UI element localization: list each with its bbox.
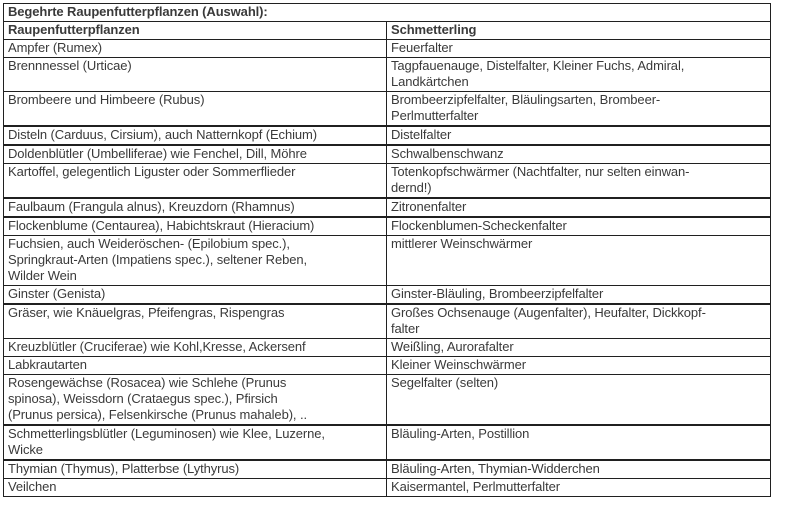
plant-cell (4, 286, 387, 305)
butterfly-text: Distelfalter (391, 127, 452, 142)
butterfly-text: Tagpfauenauge, Distelfalter, Kleiner Fuchs, Admiral, Landkärtchen (391, 58, 685, 89)
plant-cell (4, 58, 387, 92)
butterfly-text: Schwalbenschwanz (391, 146, 504, 161)
butterfly-text: mittlerer Weinschwärmer (391, 236, 533, 251)
butterfly-text: Weißling, Aurorafalter (391, 339, 514, 354)
header-row (4, 22, 771, 40)
header-plants: Raupenfutterpflanzen (4, 22, 387, 40)
plant-text: Brennnessel (Urticae) (8, 58, 132, 73)
plant-butterfly-table (3, 3, 771, 497)
butterfly-text: Brombeerzipfelfalter, Bläulingsarten, Brombeer- Perlmutterfalter (391, 92, 661, 123)
plant-text: Rosengewächse (Rosacea) wie Schlehe (Prunus spinosa), Weissdorn (Crataegus spec.), Pfirsich (Prunus persica), Felsenkirsche (Prunus mahaleb), .. (8, 375, 307, 422)
table-row (4, 304, 771, 339)
plant-text: Kartoffel, gelegentlich Liguster oder Sommerflieder (8, 164, 296, 179)
plant-text: Ampfer (Rumex) (8, 40, 102, 55)
butterfly-cell (387, 460, 771, 479)
plant-text: Labkrautarten (8, 357, 87, 372)
butterfly-text: Segelfalter (selten) (391, 375, 499, 390)
plant-cell (4, 479, 387, 497)
plant-cell (4, 40, 387, 58)
table-row (4, 479, 771, 497)
plant-text: Gräser, wie Knäuelgras, Pfeifengras, Rispengras (8, 305, 285, 320)
plant-text: Faulbaum (Frangula alnus), Kreuzdorn (Rhamnus) (8, 199, 295, 214)
plant-cell (4, 164, 387, 199)
table-row (4, 126, 771, 145)
plant-cell (4, 145, 387, 164)
butterfly-cell (387, 198, 771, 217)
caption-row (4, 4, 771, 22)
plant-text: Fuchsien, auch Weideröschen- (Epilobium spec.), Springkraut-Arten (Impatiens spec.), seltener Reben, Wilder Wein (8, 236, 307, 283)
plant-cell (4, 198, 387, 217)
butterfly-text: Ginster-Bläuling, Brombeerzipfelfalter (391, 286, 604, 301)
butterfly-cell (387, 164, 771, 199)
butterfly-text: Kaisermantel, Perlmutterfalter (391, 479, 560, 494)
plant-text: Ginster (Genista) (8, 286, 106, 301)
butterfly-text: Flockenblumen-Scheckenfalter (391, 218, 567, 233)
butterfly-text: Bläuling-Arten, Thymian-Widderchen (391, 461, 600, 476)
butterfly-text: Totenkopfschwärmer (Nachtfalter, nur selten einwan- dernd!) (391, 164, 690, 195)
plant-text: Kreuzblütler (Cruciferae) wie Kohl,Kresse, Ackersenf (8, 339, 306, 354)
table-row (4, 339, 771, 357)
butterfly-cell (387, 339, 771, 357)
butterfly-text: Großes Ochsenauge (Augenfalter), Heufalter, Dickkopf- falter (391, 305, 706, 336)
butterfly-cell (387, 479, 771, 497)
plant-text: Disteln (Carduus, Cirsium), auch Natternkopf (Echium) (8, 127, 317, 142)
table-row (4, 58, 771, 92)
butterfly-cell (387, 357, 771, 375)
butterfly-text: Bläuling-Arten, Postillion (391, 426, 530, 441)
plant-cell (4, 339, 387, 357)
table-body (4, 4, 771, 497)
table-row (4, 198, 771, 217)
table-row (4, 460, 771, 479)
document-sheet (3, 3, 770, 497)
table-row (4, 375, 771, 426)
table-row (4, 357, 771, 375)
butterfly-cell (387, 40, 771, 58)
butterfly-text: Zitronenfalter (391, 199, 467, 214)
butterfly-cell (387, 126, 771, 145)
plant-cell (4, 425, 387, 460)
plant-text: Brombeere und Himbeere (Rubus) (8, 92, 205, 107)
plant-text: Thymian (Thymus), Platterbse (Lythyrus) (8, 461, 240, 476)
butterfly-cell (387, 304, 771, 339)
butterfly-cell (387, 58, 771, 92)
header-butterflies: Schmetterling (387, 22, 771, 40)
table-row (4, 164, 771, 199)
table-row (4, 217, 771, 236)
table-row (4, 286, 771, 305)
table-row (4, 40, 771, 58)
table-row (4, 425, 771, 460)
plant-cell (4, 357, 387, 375)
butterfly-cell (387, 236, 771, 286)
plant-cell (4, 304, 387, 339)
butterfly-cell (387, 92, 771, 127)
butterfly-text: Feuerfalter (391, 40, 453, 55)
butterfly-cell (387, 425, 771, 460)
table-caption: Begehrte Raupenfutterpflanzen (Auswahl): (4, 4, 771, 22)
plant-text: Doldenblütler (Umbelliferae) wie Fenchel, Dill, Möhre (8, 146, 307, 161)
butterfly-cell (387, 217, 771, 236)
plant-cell (4, 217, 387, 236)
plant-text: Schmetterlingsblütler (Leguminosen) wie Klee, Luzerne, Wicke (8, 426, 325, 457)
butterfly-cell (387, 286, 771, 305)
table-row (4, 145, 771, 164)
plant-cell (4, 460, 387, 479)
plant-cell (4, 375, 387, 426)
table-row (4, 236, 771, 286)
plant-cell (4, 126, 387, 145)
plant-text: Veilchen (8, 479, 57, 494)
plant-cell (4, 236, 387, 286)
table-row (4, 92, 771, 127)
plant-text: Flockenblume (Centaurea), Habichtskraut (Hieracium) (8, 218, 315, 233)
butterfly-text: Kleiner Weinschwärmer (391, 357, 526, 372)
butterfly-cell (387, 375, 771, 426)
plant-cell (4, 92, 387, 127)
butterfly-cell (387, 145, 771, 164)
